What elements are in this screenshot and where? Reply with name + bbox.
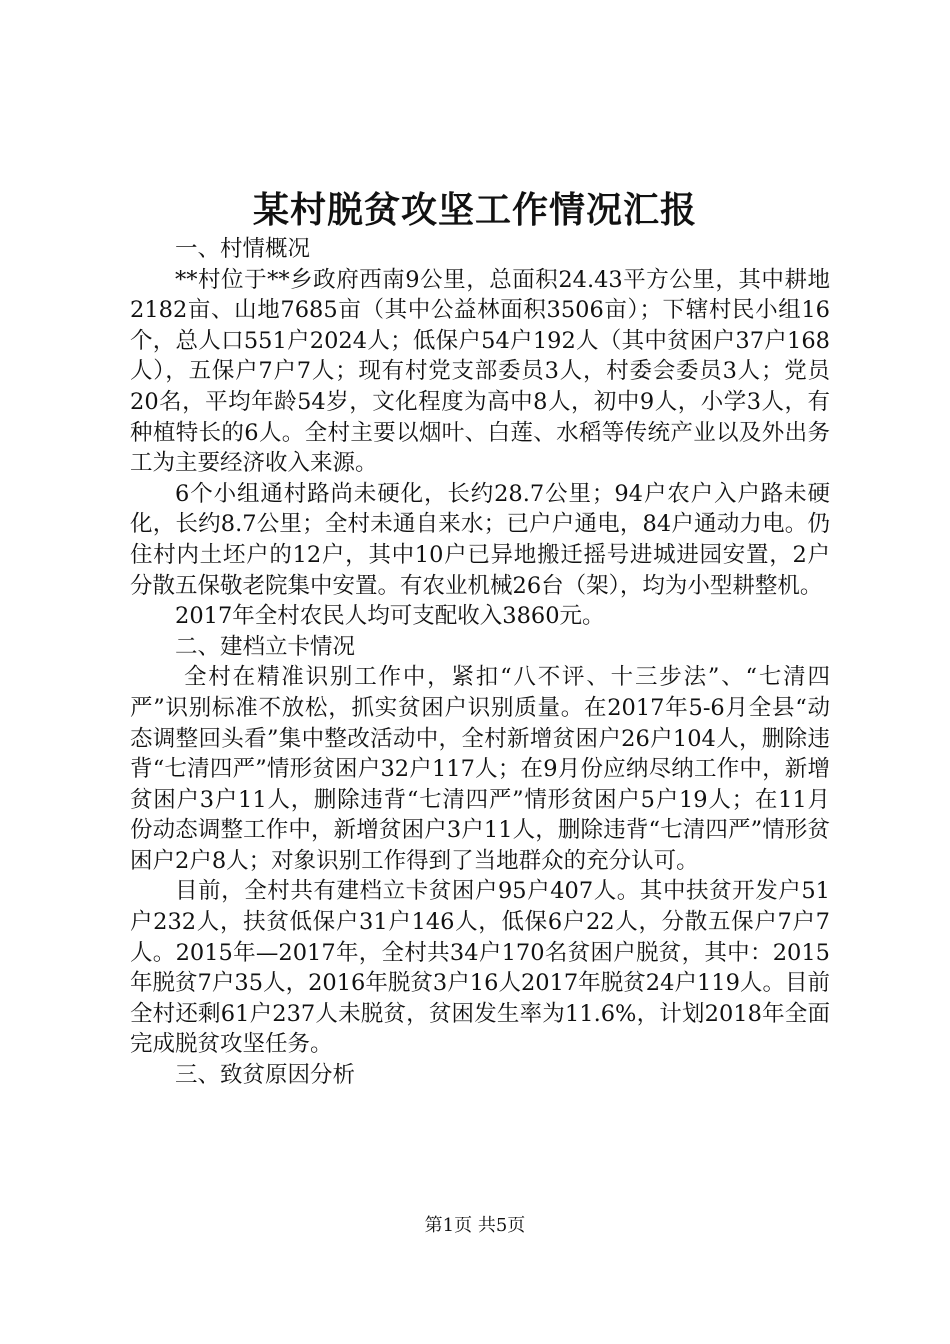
paragraph: 目前，全村共有建档立卡贫困户95户407人。其中扶贫开发户51户232人，扶贫低保户31户146人，低保6户22人，分散五保户7户7人。2015年—2017年，全村共34户170名贫困户脱贫，其中：2015年脱贫7户35人，2016年脱贫3户16人2017年脱贫24户119人。目前全村还剩61户237人未脱贫，贫困发生率为11.6%，计划2018年全面完成脱贫攻坚任务。 <box>130 878 830 1058</box>
paragraph: 全村在精准识别工作中，紧扣“八不评、十三步法”、“七清四严”识别标准不放松，抓实贫困户识别质量。在2017年5-6月全县“动态调整回头看”集中整改活动中，全村新增贫困户26户104人，删除违背“七清四严”情形贫困户32户117人；在9月份应纳尽纳工作中，新增贫困户3户11人，删除违背“七清四严”情形贫困户5户19人；在11月份动态调整工作中，新增贫困户3户11人，删除违背“七清四严”情形贫困户2户8人；对象识别工作得到了当地群众的充分认可。 <box>130 664 830 874</box>
paragraph: **村位于**乡政府西南9公里，总面积24.43平方公里，其中耕地2182亩、山地7685亩（其中公益林面积3506亩）；下辖村民小组16个，总人口551户2024人；低保户54户192人（其中贫困户37户168人），五保户7户7人；现有村党支部委员3人，村委会委员3人；党员20名，平均年龄54岁，文化程度为高中8人，初中9人，小学3人，有种植特长的6人。全村主要以烟叶、白莲、水稻等传统产业以及外出务工为主要经济收入来源。 <box>130 266 830 477</box>
page-title: 某村脱贫攻坚工作情况汇报 <box>252 189 697 231</box>
section-heading: 一、村情概况 <box>175 236 311 262</box>
section-heading: 三、致贫原因分析 <box>175 1062 356 1089</box>
section-heading: 二、建档立卡情况 <box>175 633 356 660</box>
document-body <box>130 234 830 1091</box>
paragraph: 2017年全村农民人均可支配收入3860元。 <box>175 603 605 630</box>
paragraph: 6个小组通村路尚未硬化，长约28.7公里；94户农户入户路未硬化，长约8.7公里；全村未通自来水；已户户通电，84户通动力电。仍住村内土坯户的12户，其中10户已异地搬迁摇号进城进园安置，2户分散五保敬老院集中安置。有农业机械26台（架），均为小型耕整机。 <box>130 480 830 599</box>
page-footer: 第1页 共5页 <box>424 1215 526 1236</box>
